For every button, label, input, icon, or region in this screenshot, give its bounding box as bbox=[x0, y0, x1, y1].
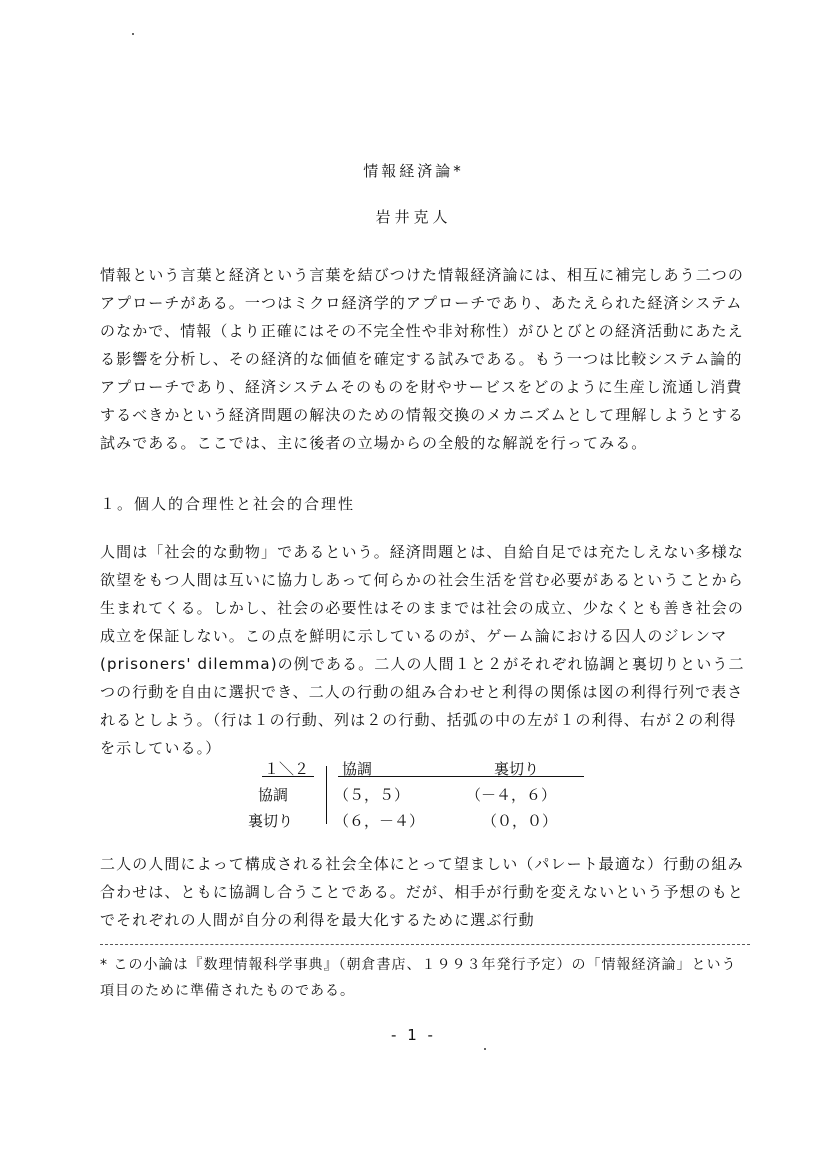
scan-speck bbox=[484, 1048, 486, 1050]
intro-paragraph: 情報という言葉と経済という言葉を結びつけた情報経済論には、相互に補完しあう二つのアプローチがある。一つはミクロ経済学的アプローチであり、あたえられた経済システムのなかで、情報（より正確にはその不完全性や非対称性）がひとびとの経済活動にあたえる影響を分析し、その経済的な価値を確定する試みである。もう一つは比較システム論的アプローチであり、経済システムそのものを財やサービスをどのように生産し流通し消費するべきかという経済問題の解決のための情報交換のメカニズムとして理解しようとする試みである。ここでは、主に後者の立場からの全般的な解説を行ってみる。 bbox=[100, 266, 745, 452]
matrix-header-underline bbox=[338, 776, 584, 777]
section-heading: １。個人的合理性と社会的合理性 bbox=[100, 495, 356, 513]
matrix-row-label-defect: 裏切り bbox=[248, 812, 294, 830]
matrix-divider bbox=[326, 766, 327, 824]
matrix-cell: （６，－４） bbox=[334, 812, 425, 830]
matrix-cell: （０，０） bbox=[482, 812, 558, 830]
matrix-corner-label: １＼２ bbox=[264, 760, 310, 778]
page-number: - 1 - bbox=[391, 1026, 436, 1044]
scan-speck bbox=[132, 33, 134, 35]
matrix-corner-underline bbox=[262, 776, 314, 777]
document-author: 岩井克人 bbox=[375, 208, 452, 226]
document-title: 情報経済論* bbox=[363, 162, 464, 180]
matrix-cell: （５，５） bbox=[334, 786, 410, 804]
matrix-col-header-cooperate: 協調 bbox=[342, 760, 373, 778]
matrix-row-label-cooperate: 協調 bbox=[258, 786, 289, 804]
footnote: * この小論は『数理情報科学事典』（朝倉書店、１９９３年発行予定）の「情報経済論」という項目のために準備されたものである。 bbox=[100, 957, 737, 999]
continuation-paragraph: 二人の人間によって構成される社会全体にとって望ましい（パレート最適な）行動の組み合わせは、ともに協調し合うことである。だが、相手が行動を変えないという予想のもとでそれぞれの人間が自分の利得を最大化するために選ぶ行動 bbox=[100, 855, 745, 929]
matrix-col-header-defect: 裏切り bbox=[494, 760, 540, 778]
footnote-divider bbox=[100, 944, 750, 945]
matrix-cell: （－４，６） bbox=[466, 786, 557, 804]
section1-paragraph: 人間は「社会的な動物」であるという。経済問題とは、自給自足では充たしえない多様な欲望をもつ人間は互いに協力しあって何らかの社会生活を営む必要があるということから生まれてくる。しかし、社会の必要性はそのままでは社会の成立、少なくとも善き社会の成立を保証しない。この点を鮮明に示しているのが、ゲーム論における囚人のジレンマ(prisoners' dilemma)の例である。二人の人間１と２がそれぞれ協調と裏切りという二つの行動を自由に選択でき、二人の行動の組み合わせと利得の関係は図の利得行列で表されるとしよう。（行は１の行動、列は２の行動、括弧の中の左が１の利得、右が２の利得を示している。） bbox=[100, 543, 745, 757]
